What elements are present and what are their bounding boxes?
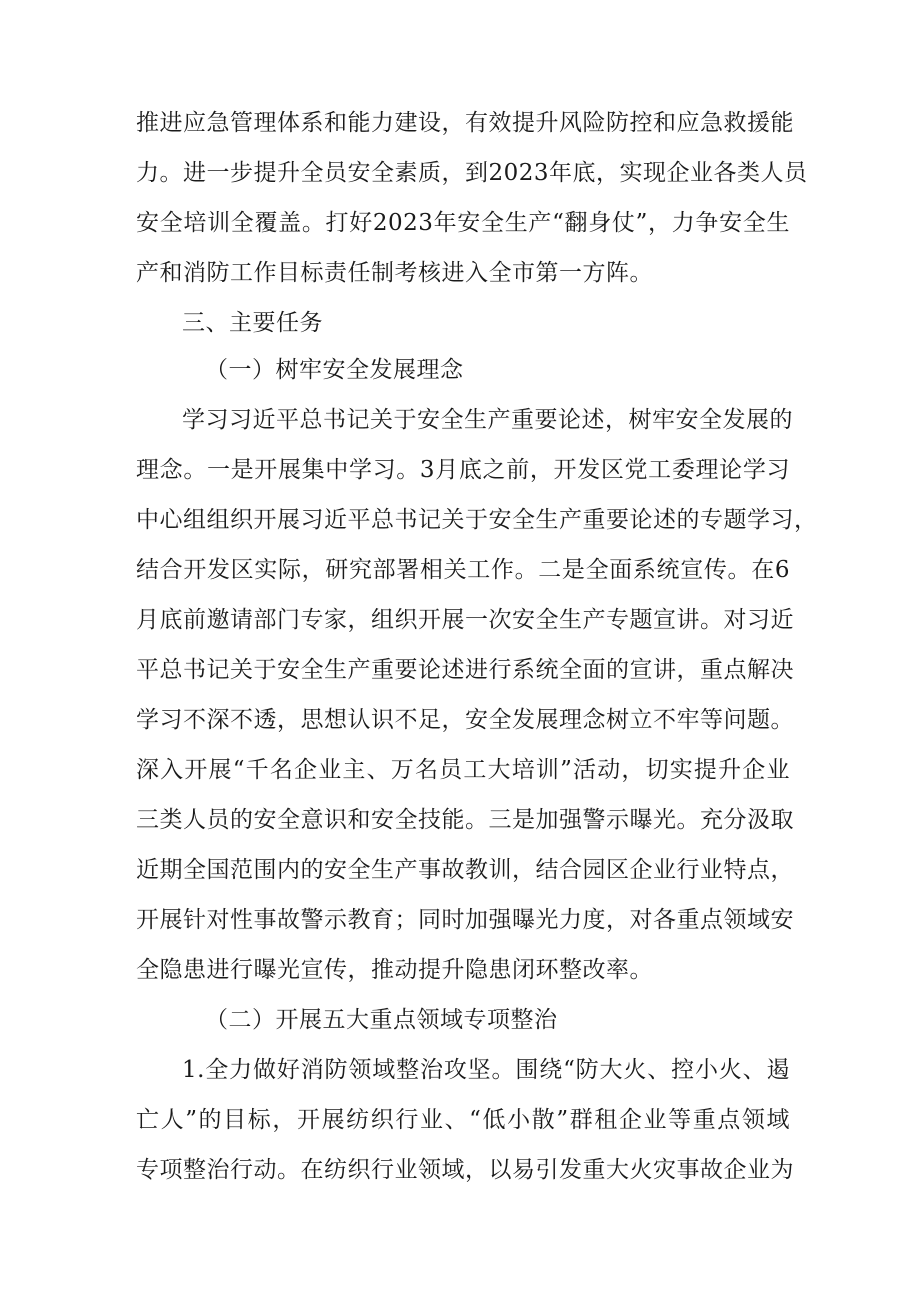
paragraph-line: 力。进一步提升全员安全素质，到2023年底，实现企业各类人员 (136, 160, 808, 186)
paragraph-line: 学习不深不透，思想认识不足，安全发展理念树立不牢等问题。 (136, 707, 794, 733)
paragraph-line: 专项整治行动。在纺织行业领域，以易引发重大火灾事故企业为 (136, 1157, 794, 1183)
paragraph-line: 结合开发区实际，研究部署相关工作。二是全面系统宣传。在6 (136, 557, 790, 583)
paragraph-line: 月底前邀请部门专家，组织开展一次安全生产专题宣讲。对习近 (136, 607, 794, 633)
paragraph-line: 平总书记关于安全生产重要论述进行系统全面的宣讲，重点解决 (136, 657, 794, 683)
paragraph-line: 深入开展“千名企业主、万名员工大培训”活动，切实提升企业 (136, 757, 790, 783)
paragraph-line: 中心组组织开展习近平总书记关于安全生产重要论述的专题学习， (136, 507, 818, 533)
paragraph-line: 理念。一是开展集中学习。3月底之前，开发区党工委理论学习 (136, 457, 790, 483)
section-heading: 三、主要任务 (182, 310, 323, 336)
paragraph-line: 安全培训全覆盖。打好2023年安全生产“翻身仗”，力争安全生 (136, 210, 790, 236)
paragraph-line: 1.全力做好消防领域整治攻坚。围绕“防大火、控小火、遏 (182, 1057, 790, 1083)
paragraph-line: 近期全国范围内的安全生产事故教训，结合园区企业行业特点， (136, 857, 794, 883)
paragraph-line: 推进应急管理体系和能力建设，有效提升风险防控和应急救援能 (136, 110, 794, 136)
paragraph-line: 学习习近平总书记关于安全生产重要论述，树牢安全发展的 (182, 407, 793, 433)
section-heading: （一）树牢安全发展理念 (205, 357, 464, 383)
section-heading: （二）开展五大重点领域专项整治 (205, 1007, 558, 1033)
paragraph-line: 三类人员的安全意识和安全技能。三是加强警示曝光。充分汲取 (136, 807, 794, 833)
paragraph-line: 开展针对性事故警示教育；同时加强曝光力度，对各重点领域安 (136, 907, 794, 933)
paragraph-line: 全隐患进行曝光宣传，推动提升隐患闭环整改率。 (136, 957, 653, 983)
paragraph-line: 产和消防工作目标责任制考核进入全市第一方阵。 (136, 260, 653, 286)
paragraph-line: 亡人”的目标，开展纺织行业、“低小散”群租企业等重点领域 (136, 1107, 790, 1133)
